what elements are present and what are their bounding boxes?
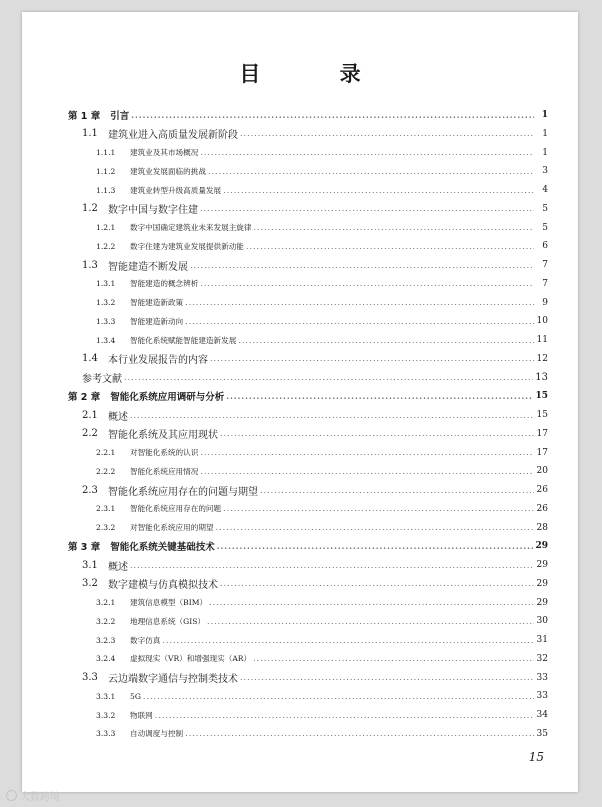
toc-entry-page: 10 bbox=[536, 316, 548, 327]
toc-entry[interactable] bbox=[68, 500, 548, 518]
toc-entry-page: 13 bbox=[535, 372, 548, 383]
toc-entry[interactable] bbox=[68, 481, 548, 499]
toc-entry-title: 5G bbox=[130, 691, 141, 701]
toc-leader-dots bbox=[223, 504, 534, 513]
toc-entry-number: 1.1.1 bbox=[96, 148, 116, 157]
toc-leader-dots bbox=[155, 711, 534, 720]
toc-entry[interactable] bbox=[68, 162, 548, 180]
toc-leader-dots bbox=[260, 486, 534, 495]
toc-entry-page: 1 bbox=[542, 128, 548, 139]
toc-entry[interactable] bbox=[68, 669, 548, 687]
toc-entry-page: 34 bbox=[536, 710, 548, 720]
toc-entry-page: 26 bbox=[536, 485, 548, 495]
toc-entry-title: 智能化系统赋能智能建造新发展 bbox=[130, 335, 237, 345]
toc-entry-page: 3 bbox=[542, 166, 548, 177]
toc-leader-dots bbox=[207, 617, 534, 626]
toc-entry-page: 17 bbox=[536, 447, 548, 458]
toc-leader-dots bbox=[253, 654, 534, 663]
toc-entry-title: 智能化系统应用存在的问题 bbox=[130, 504, 222, 514]
toc-entry-number: 3.2.4 bbox=[96, 654, 116, 664]
toc-entry-number: 2.3.2 bbox=[96, 523, 116, 532]
toc-entry-title: 数字住建为建筑业发展提供新动能 bbox=[130, 241, 244, 251]
watermark-logo-icon bbox=[6, 790, 17, 801]
toc-entry-title: 建筑业转型升级高质量发展 bbox=[130, 185, 222, 195]
toc-entry-number: 2.3.1 bbox=[96, 504, 116, 514]
toc-entry-number: 第 3 章 bbox=[68, 542, 101, 554]
toc-entry-page: 9 bbox=[542, 297, 548, 308]
toc-leader-dots bbox=[240, 673, 534, 682]
toc-entry-number: 3.3.3 bbox=[96, 729, 116, 739]
toc-entry-number: 3.2 bbox=[82, 578, 98, 590]
toc-entry-page: 6 bbox=[542, 241, 548, 252]
toc-entry-title: 参考文献 bbox=[82, 374, 122, 385]
toc-entry-page: 15 bbox=[536, 410, 548, 420]
toc-entry-number: 1.1.2 bbox=[96, 166, 116, 176]
toc-entry[interactable] bbox=[68, 650, 548, 668]
toc-entry[interactable] bbox=[68, 275, 548, 293]
toc-entry-title: 概述 bbox=[108, 561, 128, 573]
toc-entry-number: 2.2 bbox=[82, 428, 98, 440]
toc-entry-page: 31 bbox=[536, 635, 548, 645]
toc-leader-dots bbox=[124, 373, 533, 382]
toc-entry-number: 3.3.1 bbox=[96, 691, 116, 701]
toc-leader-dots bbox=[240, 129, 534, 138]
toc-entry-number: 1.3.2 bbox=[96, 298, 116, 307]
toc-entry-number: 第 2 章 bbox=[68, 392, 101, 404]
toc-entry[interactable] bbox=[68, 444, 548, 462]
toc-entry-page: 30 bbox=[536, 616, 548, 627]
toc-entry-page: 35 bbox=[536, 728, 548, 739]
toc-entry-title: 建筑业发展面临的挑战 bbox=[130, 166, 206, 176]
toc-leader-dots bbox=[200, 279, 534, 288]
toc-leader-dots bbox=[143, 692, 534, 701]
toc-entry-title: 对智能化系统的认识 bbox=[130, 448, 199, 457]
toc-entry[interactable] bbox=[68, 256, 548, 274]
toc-entry-number: 2.2.1 bbox=[96, 448, 116, 457]
toc-entry[interactable] bbox=[68, 631, 548, 649]
toc-entry[interactable] bbox=[68, 406, 548, 424]
toc-entry-page: 5 bbox=[542, 203, 548, 214]
toc-entry-title: 数字建模与仿真模拟技术 bbox=[108, 580, 218, 592]
toc-leader-dots bbox=[200, 467, 534, 476]
toc-entry-page: 1 bbox=[541, 110, 548, 120]
toc-entry-title: 建筑业及其市场概况 bbox=[130, 148, 199, 157]
toc-leader-dots bbox=[238, 336, 534, 345]
toc-entry-number: 第 1 章 bbox=[68, 111, 101, 122]
toc-entry-page: 7 bbox=[542, 278, 548, 289]
toc-entry-page: 33 bbox=[536, 691, 548, 702]
toc-leader-dots bbox=[223, 186, 534, 195]
toc-entry[interactable] bbox=[68, 294, 548, 312]
toc-leader-dots bbox=[220, 429, 534, 438]
toc-entry[interactable] bbox=[68, 687, 548, 705]
toc-entry-page: 29 bbox=[536, 578, 548, 589]
toc-entry[interactable] bbox=[68, 144, 548, 162]
toc-entry[interactable] bbox=[68, 706, 548, 724]
toc-entry-page: 11 bbox=[536, 335, 548, 345]
toc-entry-number: 2.2.2 bbox=[96, 466, 116, 476]
toc-entry-title: 数字仿真 bbox=[130, 635, 161, 645]
toc-leader-dots bbox=[131, 110, 534, 120]
toc-leader-dots bbox=[185, 298, 534, 307]
toc-entry-title: 建筑业进入高质量发展新阶段 bbox=[108, 130, 238, 142]
toc-entry-number: 3.2.3 bbox=[96, 635, 116, 645]
toc-entry-title: 智能建造不断发展 bbox=[108, 261, 188, 273]
toc-entry-title: 智能化系统应用情况 bbox=[130, 466, 199, 476]
watermark bbox=[6, 788, 60, 803]
toc-entry[interactable] bbox=[68, 594, 548, 612]
toc-leader-dots bbox=[217, 541, 534, 551]
toc-entry-title: 智能化系统应用调研与分析 bbox=[110, 392, 225, 404]
toc-entry-number: 3.1 bbox=[82, 559, 98, 571]
toc-entry-page: 29 bbox=[535, 541, 548, 552]
toc-entry[interactable] bbox=[68, 181, 548, 199]
toc-entry-page: 33 bbox=[536, 672, 548, 683]
toc-entry-title: 数字中国与数字住建 bbox=[108, 205, 198, 217]
toc-entry-title: 智能化系统应用存在的问题与期望 bbox=[108, 486, 258, 498]
toc-entry-number: 1.2.1 bbox=[96, 223, 116, 232]
toc-entry-number: 3.2.2 bbox=[96, 616, 116, 626]
toc-entry[interactable] bbox=[68, 312, 548, 330]
toc-entry[interactable] bbox=[68, 219, 548, 237]
toc-entry-number: 1.2.2 bbox=[96, 241, 116, 251]
toc-entry[interactable] bbox=[68, 556, 548, 574]
toc-entry-title: 云边端数字通信与控制类技术 bbox=[108, 674, 238, 685]
toc-entry-title: 概述 bbox=[108, 411, 128, 423]
toc-chapter-entry[interactable] bbox=[68, 537, 548, 555]
toc-leader-dots bbox=[200, 204, 534, 213]
toc-entry-number: 1.1.3 bbox=[96, 185, 116, 195]
toc-leader-dots bbox=[220, 579, 534, 588]
toc-entry-title: 引言 bbox=[110, 111, 130, 122]
toc-reference-entry[interactable] bbox=[68, 369, 548, 387]
toc-entry-page: 7 bbox=[542, 260, 548, 270]
toc-leader-dots bbox=[130, 561, 534, 570]
toc-entry[interactable] bbox=[68, 425, 548, 443]
toc-entry[interactable] bbox=[68, 200, 548, 218]
toc-chapter-entry[interactable] bbox=[68, 387, 548, 405]
document-page bbox=[22, 12, 578, 792]
toc-entry-title: 虚拟现实（VR）和增强现实（AR） bbox=[130, 654, 252, 664]
toc-entry-page: 12 bbox=[536, 353, 548, 364]
toc-entry-number: 3.2.1 bbox=[96, 598, 116, 607]
toc-entry-number: 1.2 bbox=[82, 203, 98, 215]
toc-entry-title: 自动调度与控制 bbox=[130, 729, 184, 739]
toc-entry-title: 智能建造新动向 bbox=[130, 316, 184, 326]
toc-entry[interactable] bbox=[68, 575, 548, 593]
toc-leader-dots bbox=[185, 317, 534, 326]
toc-entry[interactable] bbox=[68, 725, 548, 743]
page-title: 目 录 bbox=[239, 62, 397, 86]
toc-entry-title: 智能化系统及其应用现状 bbox=[108, 430, 218, 442]
toc-entry[interactable] bbox=[68, 462, 548, 480]
toc-leader-dots bbox=[208, 167, 534, 176]
toc-entry-title: 对智能化系统应用的期望 bbox=[130, 523, 214, 532]
toc-entry[interactable] bbox=[68, 519, 548, 537]
toc-entry-page: 32 bbox=[536, 653, 548, 664]
toc-entry-page: 17 bbox=[536, 428, 548, 439]
toc-entry-number: 1.3.4 bbox=[96, 335, 116, 345]
toc-entry-title: 建筑信息模型（BIM） bbox=[130, 598, 208, 607]
toc-entry-page: 15 bbox=[535, 391, 548, 402]
toc-entry-number: 1.4 bbox=[82, 353, 98, 365]
page-number: 15 bbox=[528, 750, 544, 764]
toc-chapter-entry[interactable] bbox=[68, 106, 548, 124]
toc-entry-title: 智能建造的概念辨析 bbox=[130, 279, 199, 289]
toc-entry-title: 数字中国确定建筑业未来发展主旋律 bbox=[130, 223, 252, 232]
toc-entry-number: 2.1 bbox=[82, 409, 98, 421]
toc-entry-number: 1.3.3 bbox=[96, 316, 116, 326]
toc-leader-dots bbox=[200, 148, 534, 157]
toc-entry-page: 26 bbox=[536, 503, 548, 514]
toc-entry-title: 智能化系统关键基础技术 bbox=[110, 542, 215, 554]
toc-entry-title: 智能建造新政策 bbox=[130, 298, 184, 307]
toc-entry-number: 1.3.1 bbox=[96, 279, 116, 289]
toc-entry-title: 物联网 bbox=[130, 710, 153, 720]
toc-leader-dots bbox=[210, 354, 534, 363]
toc-leader-dots bbox=[190, 261, 534, 270]
toc-leader-dots bbox=[185, 729, 534, 738]
toc-entry[interactable] bbox=[68, 237, 548, 255]
toc-entry-page: 5 bbox=[542, 222, 548, 233]
toc-leader-dots bbox=[162, 636, 534, 645]
toc-entry-number: 1.1 bbox=[82, 128, 98, 140]
toc-entry[interactable] bbox=[68, 331, 548, 349]
toc-entry-number: 1.3 bbox=[82, 259, 98, 271]
toc-entry-page: 20 bbox=[536, 466, 548, 477]
toc-entry-title: 本行业发展报告的内容 bbox=[108, 355, 208, 367]
toc-leader-dots bbox=[246, 242, 534, 251]
toc-leader-dots bbox=[200, 448, 534, 457]
toc-entry-page: 29 bbox=[536, 597, 548, 608]
toc-entry-page: 1 bbox=[542, 147, 548, 158]
toc-leader-dots bbox=[216, 523, 534, 532]
toc-entry-number: 3.3.2 bbox=[96, 710, 116, 720]
toc-leader-dots bbox=[130, 411, 534, 420]
toc-entry-page: 4 bbox=[542, 185, 548, 195]
toc-entry-number: 2.3 bbox=[82, 484, 98, 496]
toc-entry-page: 29 bbox=[536, 560, 548, 570]
toc-leader-dots bbox=[226, 391, 533, 401]
toc-entry-title: 地理信息系统（GIS） bbox=[130, 616, 206, 626]
toc-entry[interactable] bbox=[68, 350, 548, 368]
toc-entry-number: 3.3 bbox=[82, 672, 98, 683]
toc-entry-page: 28 bbox=[536, 522, 548, 533]
toc-entry[interactable] bbox=[68, 612, 548, 630]
watermark-text: 大数跨境 bbox=[20, 792, 60, 803]
toc-leader-dots bbox=[209, 598, 534, 607]
toc-leader-dots bbox=[254, 223, 535, 232]
toc-entry[interactable] bbox=[68, 125, 548, 143]
